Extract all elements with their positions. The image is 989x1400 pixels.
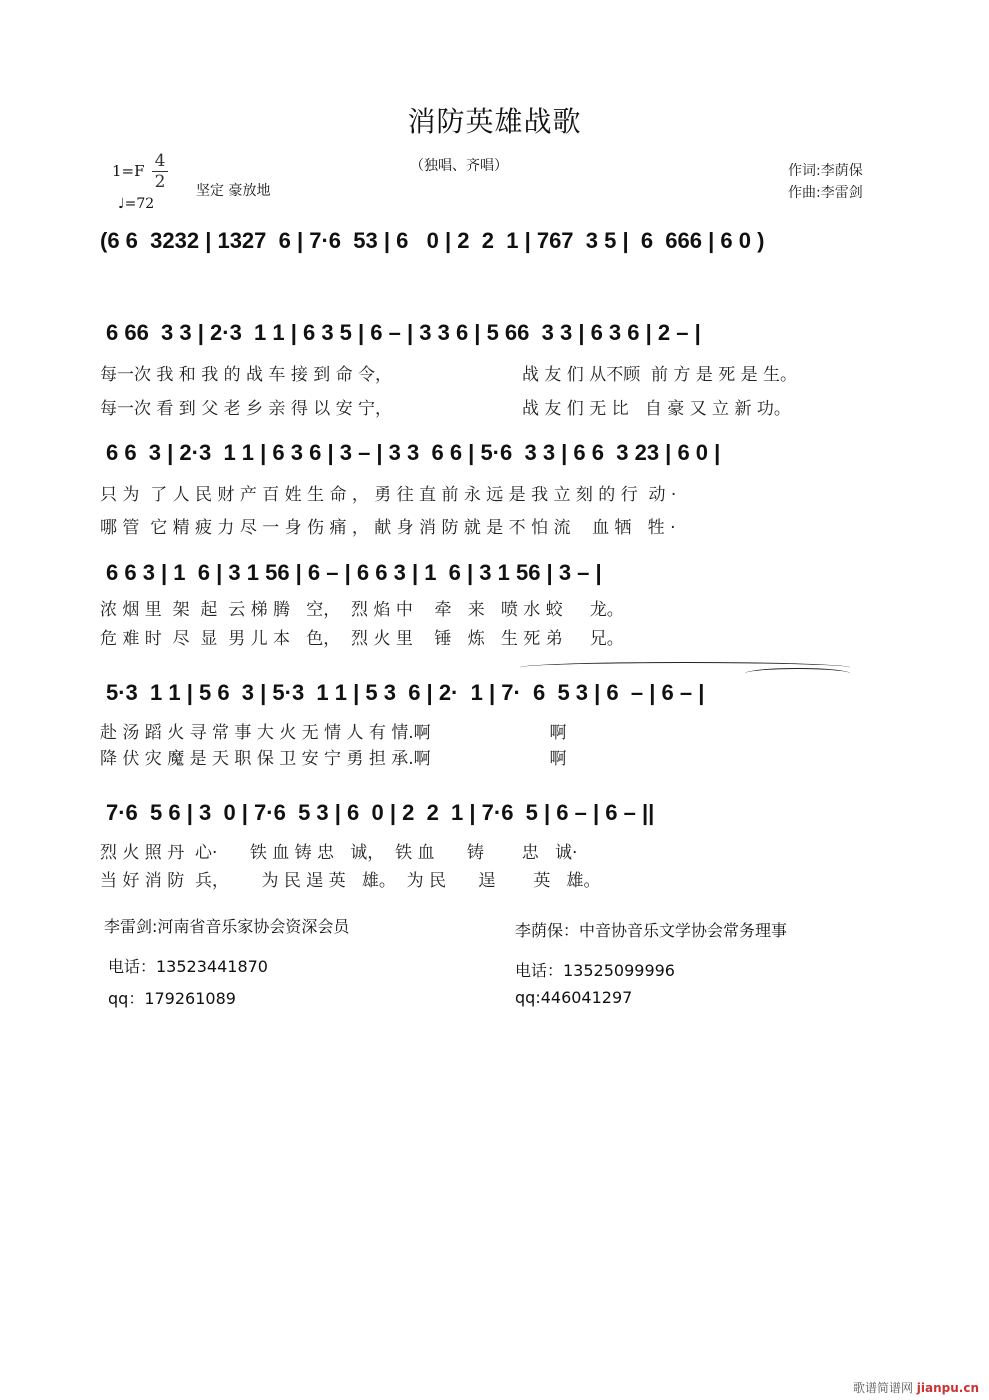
composer-bio: 李雷剑:河南省音乐家协会资深会员 bbox=[104, 917, 350, 936]
lyric-verse2-line2b: 战 友 们 无 比 自 豪 又 立 新 功。 bbox=[522, 399, 791, 419]
lyric-verse2-line2a: 每一次 看 到 父 老 乡 亲 得 以 安 宁， bbox=[100, 399, 393, 419]
composer-credit: 作曲:李雷剑 bbox=[788, 185, 863, 201]
composer-qq: qq：179261089 bbox=[108, 989, 236, 1008]
notation-line-5 bbox=[100, 680, 920, 720]
notation-line-2 bbox=[100, 320, 920, 360]
lyric-verse2-line5: 降 伏 灾 魔 是 天 职 保 卫 安 宁 勇 担 承.啊 啊 bbox=[100, 749, 567, 769]
notes: 7·6 5 6 | 3 0 | 7·6 5 3 | 6 0 | 2 2 1 | 7·6 5 | 6 – | 6 – || bbox=[106, 800, 655, 825]
notation-line-3 bbox=[100, 440, 920, 480]
lyric-verse2-line6: 当 好 消 防 兵， 为 民 逞 英 雄。 为 民 逞 英 雄。 bbox=[100, 871, 601, 891]
lyric-verse1-line2a: 每一次 我 和 我 的 战 车 接 到 命 令， bbox=[100, 365, 393, 385]
notation-line-6 bbox=[100, 800, 920, 840]
lyricist-qq: qq:446041297 bbox=[515, 988, 633, 1007]
notes: 6 6 3 | 1 6 | 3 1 56 | 6 – | 6 6 3 | 1 6 | 3 1 56 | 3 – | bbox=[106, 560, 602, 585]
watermark: 歌谱简谱网 jianpu.cn bbox=[852, 1381, 979, 1395]
lyricist-phone: 电话：13525099996 bbox=[515, 961, 675, 980]
performance-type: （独唱、齐唱） bbox=[410, 158, 508, 174]
tempo-marking: ♩=72 bbox=[118, 196, 155, 212]
lyric-verse1-line5: 赴 汤 蹈 火 寻 常 事 大 火 无 情 人 有 情.啊 啊 bbox=[100, 723, 567, 743]
notes: 6 66 3 3 | 2·3 1 1 | 6 3 5 | 6 – | 3 3 6 | 5 66 3 3 | 6 3 6 | 2 – | bbox=[106, 320, 701, 345]
expression-marking: 坚定 豪放地 bbox=[196, 183, 271, 199]
lyric-verse1-line3: 只 为 了 人 民 财 产 百 姓 生 命 ， 勇 往 直 前 永 远 是 我 立 刻 的 行 动 · bbox=[100, 485, 677, 505]
lyricist-bio: 李荫保：中音协音乐文学协会常务理事 bbox=[515, 921, 788, 940]
notes: 5·3 1 1 | 5 6 3 | 5·3 1 1 | 5 3 6 | 2· 1 | 7· 6 5 3 | 6 – | 6 – | bbox=[106, 680, 705, 705]
notation-line-1 bbox=[100, 228, 920, 268]
lyricist-credit: 作词:李荫保 bbox=[788, 163, 863, 179]
composer-phone: 电话：13523441870 bbox=[108, 957, 268, 976]
notes: 6 6 3 | 2·3 1 1 | 6 3 6 | 3 – | 3 3 6 6 | 5·6 3 3 | 6 6 3 23 | 6 0 | bbox=[106, 440, 721, 465]
time-signature: 4 2 bbox=[152, 152, 168, 191]
lyric-verse1-line2b: 战 友 们 从不顾 前 方 是 死 是 生。 bbox=[522, 365, 798, 385]
key-signature: 1=F bbox=[112, 162, 145, 180]
lyric-verse1-line4: 浓 烟 里 架 起 云 梯 腾 空， 烈 焰 中 牵 来 喷 水 蛟 龙。 bbox=[100, 600, 624, 620]
song-title: 消防英雄战歌 bbox=[407, 105, 582, 138]
lyric-verse2-line3: 哪 管 它 精 疲 力 尽 一 身 伤 痛 ， 献 身 消 防 就 是 不 怕 流 血 牺 牲 · bbox=[100, 518, 676, 538]
lyric-verse1-line6: 烈 火 照 丹 心· 铁 血 铸 忠 诚， 铁 血 铸 忠 诚· bbox=[100, 843, 578, 863]
notation-line-4 bbox=[100, 560, 920, 600]
lyric-verse2-line4: 危 难 时 尽 显 男 儿 本 色， 烈 火 里 锤 炼 生 死 弟 兄。 bbox=[100, 629, 624, 649]
notes: (6 6 3232 | 1327 6 | 7·6 53 | 6 0 | 2 2 1 | 767 3 5 | 6 666 | 6 0 ) bbox=[100, 228, 765, 253]
slur bbox=[745, 668, 850, 679]
